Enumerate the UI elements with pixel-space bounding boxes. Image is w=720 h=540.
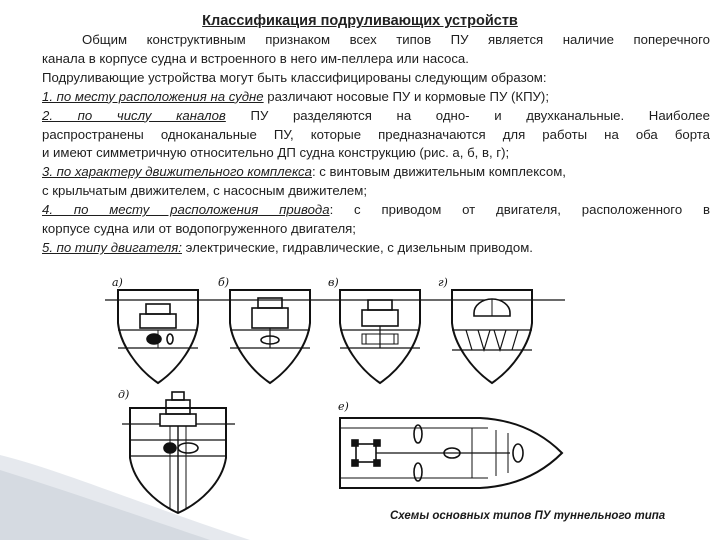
hull-section-b	[230, 290, 310, 383]
item-4-head: 4. по месту расположения привода	[42, 202, 330, 218]
slide-title: Классификация подруливающих устройств	[202, 13, 518, 29]
item-4-text: : с приводом от двигателя, расположенного в	[329, 202, 710, 218]
intro-line-2: канала в корпусе судна и встроенного в него им-пеллера или насоса.	[42, 50, 469, 66]
item-4	[42, 201, 710, 220]
item-5	[42, 239, 710, 258]
item-1	[42, 88, 710, 107]
item-1-text: различают носовые ПУ и кормовые ПУ (КПУ);	[263, 88, 549, 104]
label-a: а)	[112, 276, 123, 289]
label-d: д)	[118, 388, 130, 401]
item-3-head: 3. по характеру движительного комплекса	[42, 164, 312, 180]
label-b: б)	[218, 276, 230, 289]
item-5-head: 5. по типу двигателя:	[42, 239, 182, 255]
intro-line-1: Общим конструктивным признаком всех типов ПУ является наличие поперечного	[82, 32, 710, 47]
item-2	[42, 107, 710, 126]
item-3-text: : с винтовым движительным комплексом,	[311, 164, 566, 180]
item-2-cont-1: распространены одноканальные ПУ, которые предназначаются для работы на оба борта	[42, 126, 710, 142]
hull-section-d	[122, 392, 235, 513]
item-1-head: 1. по месту расположения на судне	[42, 88, 264, 104]
hull-section-g	[452, 290, 532, 383]
hull-section-v	[340, 290, 420, 383]
item-3	[42, 163, 710, 182]
item-4-cont: корпусе судна или от водопогруженного двигателя;	[42, 221, 356, 237]
item-5-text: электрические, гидравлические, с дизельным приводом.	[181, 239, 533, 255]
item-2-cont-2: и имеют симметричную относительно ДП судна конструкцию (рис. а, б, в, г);	[42, 145, 510, 161]
item-3-cont: с крыльчатым движителем, с насосным движителем;	[42, 183, 367, 199]
figure-caption: Схемы основных типов ПУ туннельного типа	[390, 510, 666, 522]
plan-view-e	[340, 418, 562, 488]
item-2-head: 2. по числу каналов	[42, 107, 226, 123]
intro-line-3: Подруливающие устройства могут быть классифицированы следующим образом:	[42, 69, 547, 85]
label-v: в)	[328, 276, 339, 289]
thruster-schemes-figure	[100, 268, 620, 518]
label-g: г)	[438, 276, 448, 289]
hull-section-a	[118, 290, 198, 383]
label-e: е)	[338, 400, 349, 413]
item-2-text: ПУ разделяются на одно- и двухканальные. Наиболее	[225, 107, 710, 123]
body-text	[42, 31, 710, 258]
